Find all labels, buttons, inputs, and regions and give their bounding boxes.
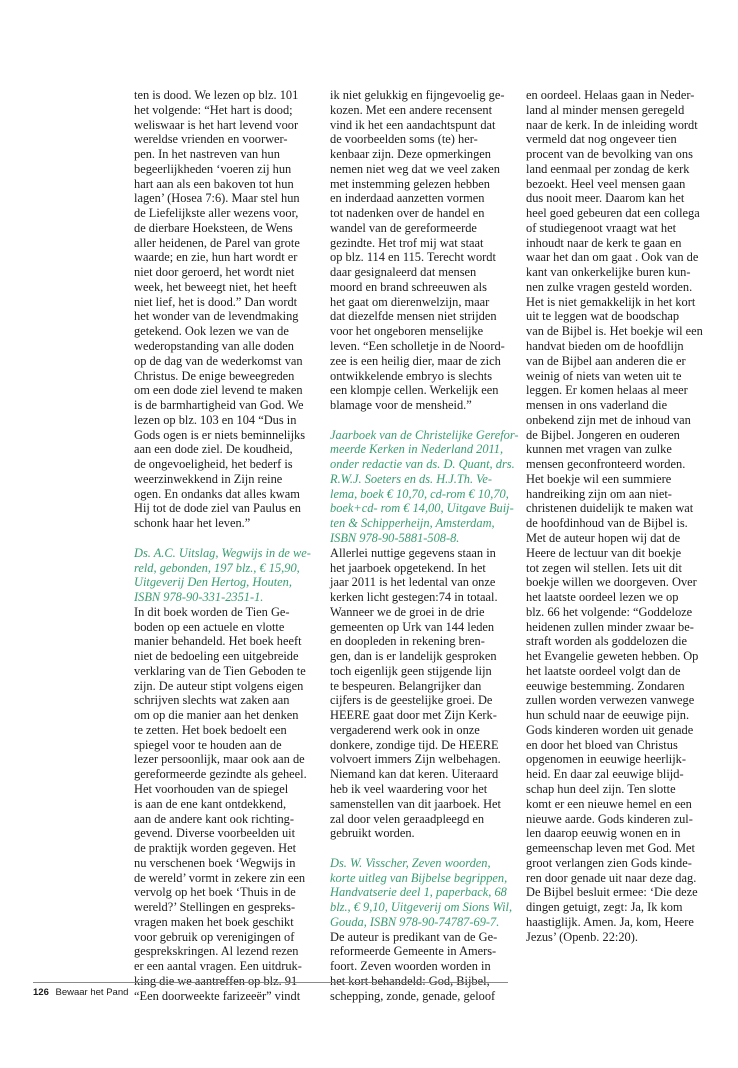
text-line: Heere de lectuur van dit boekje [526,545,682,560]
text-line: vragen maken het boek geschikt [134,914,294,929]
text-line: gesprekskringen. Al lezend rezen [134,944,299,959]
review-heading-line: ISBN 978-90-331-2351-1. [134,590,264,605]
text-line: de dierbare Hoeksteen, de Wens [134,220,293,235]
text-line: wandel van de gereformeerde [330,220,477,235]
review-heading-line: Jaarboek van de Christelijke Gerefor- [330,427,519,442]
text-line: ontwikkelende embryo is slechts [330,368,493,383]
text-line: cijfers is de geestelijke groei. De [330,693,493,708]
text-line: christenen duidelijk te maken wat [526,501,694,516]
text-line: niet de bedoeling een uitgebreide [134,649,299,664]
text-column-2 [330,88,519,1003]
text-line: leven. “Een scholletje in de Noord- [330,339,505,354]
text-line: of studiegenoot vraagt wat het [526,220,677,235]
text-line: mensen in ons vaderland die [526,398,668,413]
text-line: wereld?’ Stellingen en gespreks- [134,900,296,915]
text-line: tot nadenken over de handel en [330,206,485,221]
text-line: Het boekje wil een summiere [526,471,672,486]
text-line: heb ik veel waardering voor het [330,781,488,796]
text-line: De auteur is predikant van de Ge- [330,929,498,944]
text-line: manier behandeld. Het boek heeft [134,634,302,649]
text-line: De Bijbel besluit ermee: ‘Die deze [526,885,698,900]
text-line: vervolg op het boek ‘Thuis in de [134,885,296,900]
text-line: foort. Zeven woorden worden in [330,959,491,974]
text-line: het laatste oordeel lezen we op [526,590,679,605]
text-line: vergaderend werk ook in onze [330,722,480,737]
text-line: blamage voor de mensheid.” [330,398,472,413]
text-line: komt er een nieuwe hemel en een [526,796,692,811]
text-line: niet lief, het is dood.” Dan wordt [134,294,298,309]
text-line: vermeld dat nog ongeveer tien [526,132,677,147]
text-line: schepping, zonde, genade, geloof [330,988,496,1003]
text-line: zee is een heilig dier, maar de zich [330,353,501,368]
text-line: wereldse vrienden en voorwer- [134,132,288,147]
review-heading-line: Uitgeverij Den Hertog, Houten, [134,575,292,590]
text-line: voor het ongeboren menselijke [330,324,484,339]
text-line: zal door velen geraadpleegd en [330,811,485,826]
review-heading-line: ten & Schipperheijn, Amsterdam, [330,516,495,531]
review-heading-line: Ds. A.C. Uitslag, Wegwijs in de we- [134,545,311,560]
text-line: In dit boek worden de Tien Ge- [134,604,290,619]
text-line: schonk haar het leven.” [134,516,251,531]
text-line: land al minder mensen geregeld [526,102,685,117]
text-line: te bespeuren. Belangrijker dan [330,678,482,693]
text-line: naar de kerk. In de inleiding wordt [526,117,698,132]
text-line: ik niet gelukkig en fijngevoelig ge- [330,88,505,102]
text-line: Christus. De enige beweegreden [134,368,295,383]
text-line: reformeerde Gemeente in Amers- [330,944,497,959]
paragraph-gap [330,413,508,428]
text-line: om een dode ziel levend te maken [134,383,303,398]
text-line: len daarop eeuwig wonen en in [526,826,681,841]
text-line: te zetten. Het boek bedoelt een [134,722,287,737]
text-line: gezindte. Het trof mij wat staat [330,235,484,250]
text-line: nu verschenen boek ‘Wegwijs in [134,855,296,870]
text-line: Niemand kan dat keren. Uiteraard [330,767,499,782]
text-line: ogen. En ondanks dat alles kwam [134,486,300,501]
review-heading-line: ISBN 978-90-5881-508-8. [330,530,460,545]
text-line: procent van de bevolking van ons [526,147,693,162]
text-line: heel goed gebeuren dat een collega [526,206,700,221]
text-column-3 [526,88,706,944]
text-line: het laatste oordeel volgt dan de [526,663,681,678]
text-line: zullen worden verwezen vanwege [526,693,695,708]
text-line: is aan de ene kant ontdekkend, [134,796,287,811]
text-line: eeuwige bestemming. Zondaren [526,678,685,693]
text-line: land eenmaal per zondag de kerk [526,161,690,176]
text-line: aller heidenen, de Parel van grote [134,235,300,250]
publication-name: Bewaar het Pand [55,987,129,998]
text-line: gevend. Diverse voorbeelden uit [134,826,296,841]
text-line: week, het beweegt niet, het heeft [134,279,297,294]
text-line: blz. 66 het volgende: “Goddeloze [526,604,693,619]
text-line: nieuwe aarde. Gods kinderen zul- [526,811,693,826]
text-line: lezen op blz. 103 en 104 “Dus in [134,412,297,427]
text-line: samenstellen van dit jaarboek. Het [330,796,502,811]
review-heading-line: blz., € 9,10, Uitgeverij om Sions Wil, [330,900,513,915]
text-line: van de Bijbel is. Het boekje wil een [526,324,703,339]
review-heading-line: reld, gebonden, 197 blz., € 15,90, [134,560,300,575]
text-line: Allerlei nuttige gegevens staan in [330,545,496,560]
text-line: tot zegen wil stellen. Iets uit dit [526,560,682,575]
text-line: gereformeerde gezindte als geheel. [134,767,307,782]
review-heading-line: korte uitleg van Bijbelse begrippen, [330,870,508,885]
text-line: van de Bijbel aan anderen die er [526,353,686,368]
text-line: Het is niet gemakkelijk in het kort [526,294,696,309]
text-line: HEERE gaat door met Zijn Kerk- [330,708,497,723]
text-line: heid. En daar zal eeuwige blijd- [526,767,684,782]
text-line: boekje willen we doorgeven. Over [526,575,697,590]
text-line: uit te leggen wat de boodschap [526,309,680,324]
text-line: en doopleden in rekening bren- [330,634,485,649]
text-line: er een aantal vragen. Een uitdruk- [134,959,302,974]
footer-divider [33,982,508,983]
review-heading-line: Ds. W. Visscher, Zeven woorden, [330,855,491,870]
text-line: daar gesignaleerd dat mensen [330,265,477,280]
text-line: Met de auteur hopen wij dat de [526,530,681,545]
review-heading-line: Gouda, ISBN 978-90-74787-69-7. [330,914,500,929]
text-line: Jezus’ (Openb. 22:20). [526,929,638,944]
text-line: kerken licht gestegen:74 in totaal. [330,590,498,605]
text-line: toch eigenlijk geen stijgende lijn [330,663,492,678]
text-line: Gods kinderen worden uit genade [526,722,694,737]
text-line: getekend. Ook lezen we van de [134,324,289,339]
text-line: schap hun deel zijn. Ten slotte [526,781,676,796]
text-line: weerzinwekkend in Zijn reine [134,471,283,486]
text-line: mensen geconfronteerd worden. [526,457,686,472]
text-line: is de barmhartigheid van God. We [134,398,304,413]
text-line: een klompje cellen. Werkelijk een [330,383,499,398]
text-line: haastiglijk. Amen. Ja, kom, Heere [526,914,694,929]
text-line: lezer persoonlijk, maar ook aan de [134,752,305,767]
text-line: begeerlijkheden ‘voeren zij hun [134,161,292,176]
text-line: voor gebruik op verenigingen of [134,929,295,944]
paragraph-gap [330,841,508,856]
text-line: opgenomen in eeuwige heerlijk- [526,752,686,767]
text-line: straft worden als goddelozen die [526,634,688,649]
text-line: handvat bieden om de hoofdlijn [526,339,684,354]
text-line: op blz. 114 en 115. Terecht wordt [330,250,496,265]
text-line: het wonder van de levendmaking [134,309,299,324]
text-line: king die we aantreffen op blz. 91 [134,973,298,988]
text-line: gemeenten op Urk van 144 leden [330,619,495,634]
text-line: Het voorhouden van de spiegel [134,781,289,796]
text-line: onbekend zijn met de inhoud van [526,412,691,427]
text-line: de voorbeelden soms (te) her- [330,132,478,147]
text-line: Wanneer we de groei in de drie [330,604,485,619]
text-line: Gods ogen is er niets beminnelijks [134,427,306,442]
text-line: dingen getuigt, zegt: Ja, Ik kom [526,900,683,915]
text-line: weinig of niets van weten uit te [526,368,682,383]
text-line: moord en brand schreeuwen als [330,279,487,294]
text-line: en inderdaad aanzetten vormen [330,191,485,206]
text-line: handreiking zijn om aan niet- [526,486,672,501]
text-line: kozen. Met een andere recensent [330,102,493,117]
text-line: donkere, zondige tijd. De HEERE [330,737,499,752]
text-line: het kort behandeld: God, Bijbel, [330,973,490,988]
text-line: “Een doorweekte farizeeër” vindt [134,988,301,1003]
text-line: volvoert immers Zijn welbehagen. [330,752,501,767]
text-line: hart aan als een bakoven tot hun [134,176,294,191]
text-line: de hoofdinhoud van de Bijbel is. [526,516,688,531]
text-line: ten is dood. We lezen op blz. 101 [134,88,299,102]
review-heading-line: R.W.J. Soeters en ds. H.J.Th. Ve- [330,471,492,486]
text-line: wederopstanding van alle doden [134,339,294,354]
text-line: inhoudt naar de kerk te gaan en [526,235,682,250]
text-line: op de dag van de wederkomst van [134,353,303,368]
text-line: weliswaar is het hart levend voor [134,117,299,132]
text-line: de Liefelijkste aller wezens voor, [134,206,299,221]
text-line: gebruikt worden. [330,826,415,841]
text-line: waar het dan om gaat . Ook van de [526,250,699,265]
text-line: lagen’ (Hosea 7:6). Maar stel hun [134,191,300,206]
text-line: kant van onkerkelijke buren kun- [526,265,691,280]
text-line: en door het bloed van Christus [526,737,678,752]
text-line: het jaarboek opgetekend. In het [330,560,486,575]
text-line: nemen niet weg dat we veel zaken [330,161,500,176]
text-line: de wereld’ vormt in zekere zin een [134,870,306,885]
text-line: gemeenschap leven met God. Met [526,841,695,856]
text-line: Hij tot de dode ziel van Paulus en [134,501,301,516]
text-line: de Bijbel. Jongeren en ouderen [526,427,680,442]
text-line: dus nooit meer. Daarom kan het [526,191,685,206]
page-number: 126 [33,987,49,998]
review-heading-line: meerde Kerken in Nederland 2011, [330,442,504,457]
page-footer [33,987,128,998]
text-line: gen, dan is er landelijk gesproken [330,649,497,664]
review-heading-line: lema, boek € 10,70, cd-rom € 10,70, [330,486,509,501]
text-line: nen zulke vragen gesteld worden. [526,279,693,294]
text-line: met instemming gelezen hebben [330,176,490,191]
text-line: dat diezelfde mensen niet strijden [330,309,497,324]
paragraph-gap [134,531,309,546]
text-line: bezoekt. Heel veel mensen gaan [526,176,686,191]
review-heading-line: boek+cd- rom € 14,00, Uitgave Buij- [330,501,514,516]
text-line: zijn. De auteur stipt volgens eigen [134,678,304,693]
text-line: aan de andere kant ook richting- [134,811,294,826]
text-line: om op die manier aan het denken [134,708,299,723]
text-line: ren door genade uit naar deze dag. [526,870,697,885]
text-line: heidenen zullen minder zwaar be- [526,619,694,634]
text-column-1 [134,88,309,1003]
text-line: vind ik het een aandachtspunt dat [330,117,496,132]
text-line: de praktijk worden gegeven. Het [134,841,297,856]
text-line: waarde; en zie, hun hart wordt er [134,250,298,265]
text-line: groot verlangen zien Gods kinde- [526,855,692,870]
text-line: spiegel voor te houden aan de [134,737,282,752]
text-line: boden op een actuele en vlotte [134,619,285,634]
text-line: hun schuld naar de eeuwige pijn. [526,708,690,723]
text-line: aan een dode ziel. De koudheid, [134,442,293,457]
review-heading-line: onder redactie van ds. D. Quant, drs. [330,457,515,472]
text-line: jaar 2011 is het ledental van onze [330,575,496,590]
text-line: niet door geroerd, het wordt niet [134,265,295,280]
text-line: pen. In het nastreven van hun [134,147,280,162]
text-line: kenbaar zijn. Deze opmerkingen [330,147,492,162]
text-line: het Evangelie geweten hebben. Op [526,649,699,664]
review-heading-line: Handvatserie deel 1, paperback, 68 [330,885,507,900]
text-line: leggen. Er komen helaas al meer [526,383,688,398]
text-line: het gaat om dierenwelzijn, maar [330,294,490,309]
text-line: het volgende: “Het hart is dood; [134,102,293,117]
text-line: verklaring van de Tien Geboden te [134,663,306,678]
text-line: de ongevoeligheid, het bederf is [134,457,293,472]
text-line: kunnen met vragen van zulke [526,442,672,457]
text-line: en oordeel. Helaas gaan in Neder- [526,88,695,102]
text-line: schrijven slechts wat zaken aan [134,693,290,708]
